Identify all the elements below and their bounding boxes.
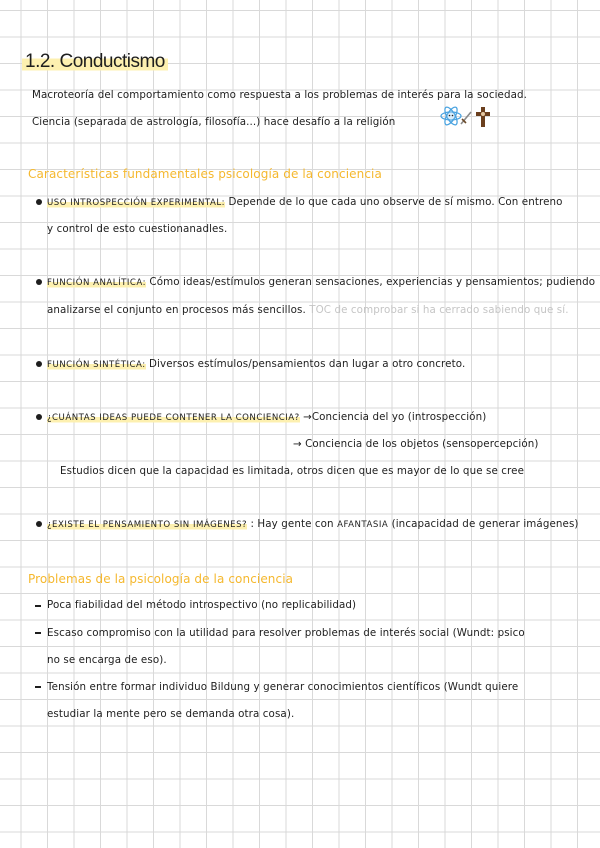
item-introspection	[47, 196, 563, 208]
item-analytic	[47, 276, 595, 288]
section-heading-characteristics: Características fundamentales psicología de la conciencia	[28, 167, 382, 181]
problem-item: Escaso compromiso con la utilidad para resolver problemas de interés social (Wundt: psico	[47, 627, 525, 639]
item-arrow-1: →Conciencia del yo (introspección)	[303, 411, 487, 423]
bullet-dot	[36, 521, 42, 527]
item-continuation: Estudios dicen que la capacidad es limitada, otros dicen que es mayor de lo que se cree	[60, 465, 525, 477]
page-title: 1.2. Conductismo	[22, 51, 168, 73]
item-continuation	[47, 304, 569, 316]
bullet-dot	[36, 361, 42, 367]
bullet-dot	[36, 414, 42, 420]
item-label: FUNCIÓN ANALÍTICA:	[47, 278, 147, 288]
sword-emoji-icon	[460, 111, 472, 125]
problem-item: Tensión entre formar individuo Bildung y generar conocimientos científicos (Wundt quiere	[47, 681, 519, 693]
dash-marker	[35, 686, 41, 688]
bullet-dot	[36, 279, 42, 285]
cross-emoji-icon	[474, 106, 492, 128]
item-text: Depende de lo que cada uno observe de sí mismo. Con entreno	[228, 196, 563, 208]
intro-line-1: Macroteoría del comportamiento como respuesta a los problemas de interés para la sociedad.	[32, 89, 528, 101]
item-text: Cómo ideas/estímulos generan sensaciones, experiencias y pensamientos; pudiendo	[149, 276, 596, 288]
item-ideas	[47, 411, 486, 423]
problem-item-continuation: estudiar la mente pero se demanda otra cosa).	[47, 708, 295, 720]
problem-item-continuation: no se encarga de eso).	[47, 654, 167, 666]
bullet-dot	[36, 199, 42, 205]
item-label: ¿CUÁNTAS IDEAS PUEDE CONTENER LA CONCIENCIA?	[47, 413, 300, 423]
item-synthetic	[47, 358, 465, 370]
dash-marker	[35, 632, 41, 634]
intro-line-2: Ciencia (separada de astrología, filosofía...) hace desafío a la religión	[32, 116, 396, 128]
item-caps-term: AFANTASIA	[337, 520, 389, 530]
item-faded-note: TOC de comprobar si ha cerrado sabiendo que sí.	[309, 304, 569, 316]
item-cont-text: analizarse el conjunto en procesos más sencillos.	[47, 304, 306, 316]
item-continuation: y control de esto cuestionanadles.	[47, 223, 228, 235]
item-arrow-2: → Conciencia de los objetos (sensopercepción)	[293, 438, 539, 450]
item-label: USO INTROSPECCIÓN EXPERIMENTAL:	[47, 198, 226, 208]
section-heading-problems: Problemas de la psicología de la conciencia	[28, 572, 294, 586]
item-text: : Hay gente con	[250, 518, 334, 530]
item-text: Diversos estímulos/pensamientos dan lugar a otro concreto.	[149, 358, 466, 370]
item-label: FUNCIÓN SINTÉTICA:	[47, 360, 146, 370]
item-text-2: (incapacidad de generar imágenes)	[391, 518, 579, 530]
item-thought	[47, 518, 579, 530]
atom-emoji-icon	[440, 105, 462, 127]
dash-marker	[35, 605, 41, 607]
item-label: ¿EXISTE EL PENSAMIENTO SIN IMÁGENES?	[47, 520, 248, 530]
problem-item: Poca fiabilidad del método introspectivo (no replicabilidad)	[47, 599, 357, 611]
